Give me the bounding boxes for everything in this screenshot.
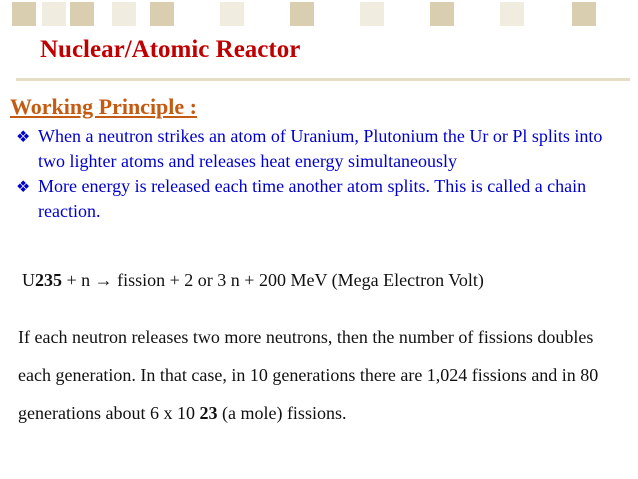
slide-title: Nuclear/Atomic Reactor (40, 36, 301, 63)
bullet-list (16, 124, 632, 224)
paragraph-text-end: (a mole) fissions. (217, 403, 347, 423)
equation-rest: + n → fission + 2 or 3 n + 200 MeV (Mega Electron Volt) (62, 270, 484, 290)
diamond-bullet-icon: ❖ (16, 127, 31, 146)
bullet-text: More energy is released each time another atom splits. This is called a chain reaction. (38, 176, 587, 221)
paragraph-exponent: 23 (199, 403, 218, 423)
decor-square (360, 2, 384, 26)
decor-square (12, 2, 36, 26)
fission-equation (22, 270, 484, 291)
equation-element: U (22, 270, 35, 290)
decor-square (290, 2, 314, 26)
decor-square (150, 2, 174, 26)
paragraph-text: If each neutron releases two more neutrons, then the number of fissions doubles each generation. In that case, in 10 generations there are 1,024 fissions and in 80 generations about 6 x 10 (18, 327, 599, 423)
diamond-bullet-icon: ❖ (16, 177, 31, 196)
bullet-item (16, 124, 632, 174)
decor-square (42, 2, 66, 26)
decor-square (430, 2, 454, 26)
decor-square (70, 2, 94, 26)
header-decoration (0, 0, 638, 30)
equation-isotope: 235 (35, 270, 62, 290)
bullet-text: When a neutron strikes an atom of Uranium, Plutonium the Ur or Pl splits into two lighter atoms and releases heat energy simultaneously (38, 126, 603, 171)
decor-square (112, 2, 136, 26)
chain-reaction-paragraph (18, 318, 622, 432)
decor-square (572, 2, 596, 26)
bullet-item (16, 174, 632, 224)
decor-square (220, 2, 244, 26)
decor-square (500, 2, 524, 26)
working-principle-heading: Working Principle : (10, 94, 197, 119)
title-divider (16, 78, 630, 81)
